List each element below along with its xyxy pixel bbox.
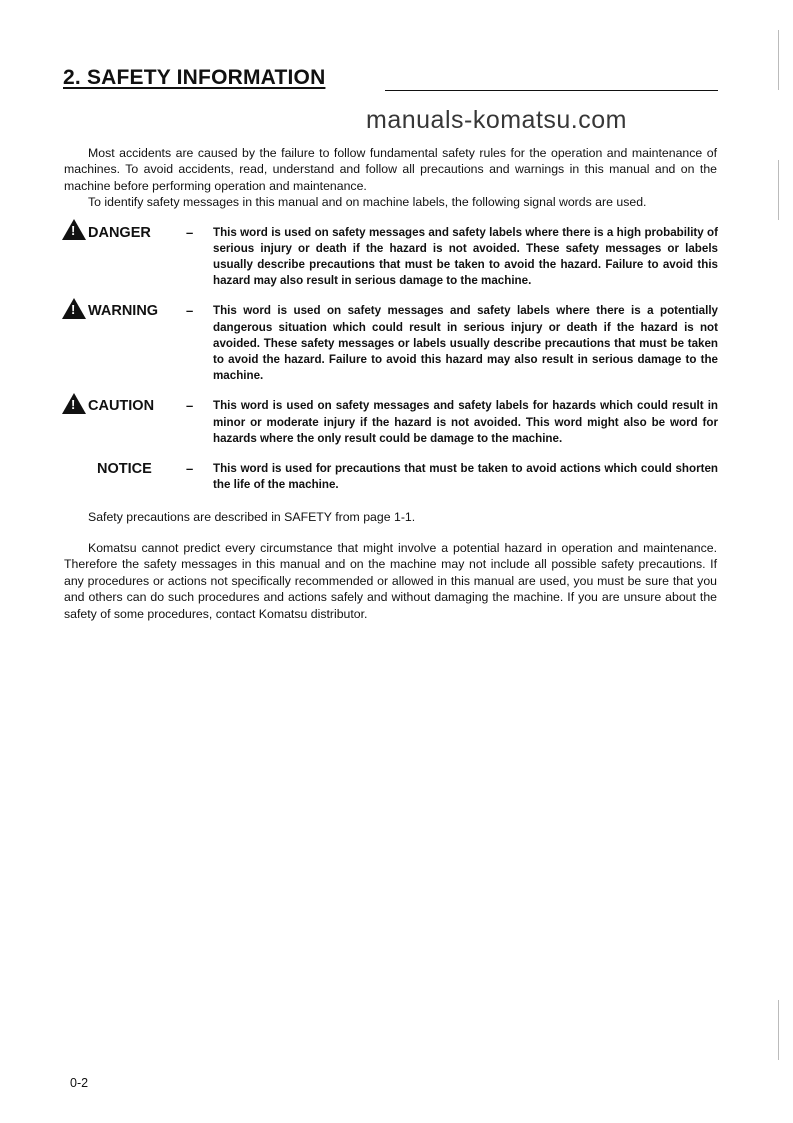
signal-description: This word is used on safety messages and safety labels where there is a high probability of serious injury or death if the hazard is not avoided. These safety messages or labels usually describe precautions that must be taken to avoid the hazard. Failure to avoid this hazard may also result in serious damage to the machine. [213,225,718,288]
signal-word-label: DANGER [88,224,151,241]
intro-paragraph-1: Most accidents are caused by the failure to follow fundamental safety rules for the operation and maintenance of machines. To avoid accidents, read, understand and follow all precautions and warnings in this manual and on the machine before performing operation and maintenance. [64,146,717,193]
dash: – [186,303,194,319]
signal-notice [62,461,718,493]
intro-paragraph-2: To identify safety messages in this manual and on machine labels, the following signal words are used. [88,195,647,210]
signal-warning [62,303,718,384]
signal-word-label: WARNING [88,303,159,320]
disclaimer [64,540,717,622]
intro-text [64,145,717,211]
warning-triangle-icon [62,219,86,240]
signal-word-label: CAUTION [88,398,155,415]
signal-word-danger [62,225,186,241]
scan-edge-mark [778,30,779,90]
warning-triangle-icon [62,298,86,319]
scan-edge-mark [778,160,779,220]
signal-description: This word is used on safety messages and safety labels for hazards which could result in minor or moderate injury if the hazard is not avoided. This word might also be word for hazards where the only result could be damage to the machine. [213,399,718,445]
page-title: 2. SAFETY INFORMATION [63,66,326,89]
scan-edge-mark [778,1000,779,1060]
dash: – [186,461,194,477]
dash: – [186,224,194,240]
signal-description: This word is used for precautions that must be taken to avoid actions which could shorten the life of the machine. [213,462,718,492]
signal-danger [62,225,718,290]
title-rule [385,90,718,91]
disclaimer-text: Komatsu cannot predict every circumstance that might involve a potential hazard in operation and maintenance. Therefore the safety messages in this manual and on the machine may not include all possible safety precautions. If any procedures or actions not specifically recommended or allowed in this manual are used, you must be sure that you and others can do such procedures and actions safely and without damaging the machine. If you are unsure about the safety of some procedures, contact Komatsu distributor. [64,540,717,621]
dash: – [186,398,194,414]
warning-triangle-icon [62,393,86,414]
signal-caution [62,398,718,447]
page-body [62,145,718,622]
signal-description: This word is used on safety messages and safety labels where there is a potentially dangerous situation which could result in serious injury or death if the hazard is not avoided. These safety messages or labels usually describe precautions that must be taken to avoid the hazard. Failure to avoid this hazard may also result in serious damage to the machine. [213,304,718,383]
signal-word-caution [62,398,186,414]
signal-word-notice [62,461,186,477]
precautions-reference-text: Safety precautions are described in SAFETY from page 1-1. [88,510,416,525]
signal-word-warning [62,303,186,319]
watermark: manuals-komatsu.com [366,106,627,134]
precautions-reference [64,509,717,525]
page-number: 0-2 [70,1076,89,1090]
signal-word-label: NOTICE [97,461,152,478]
